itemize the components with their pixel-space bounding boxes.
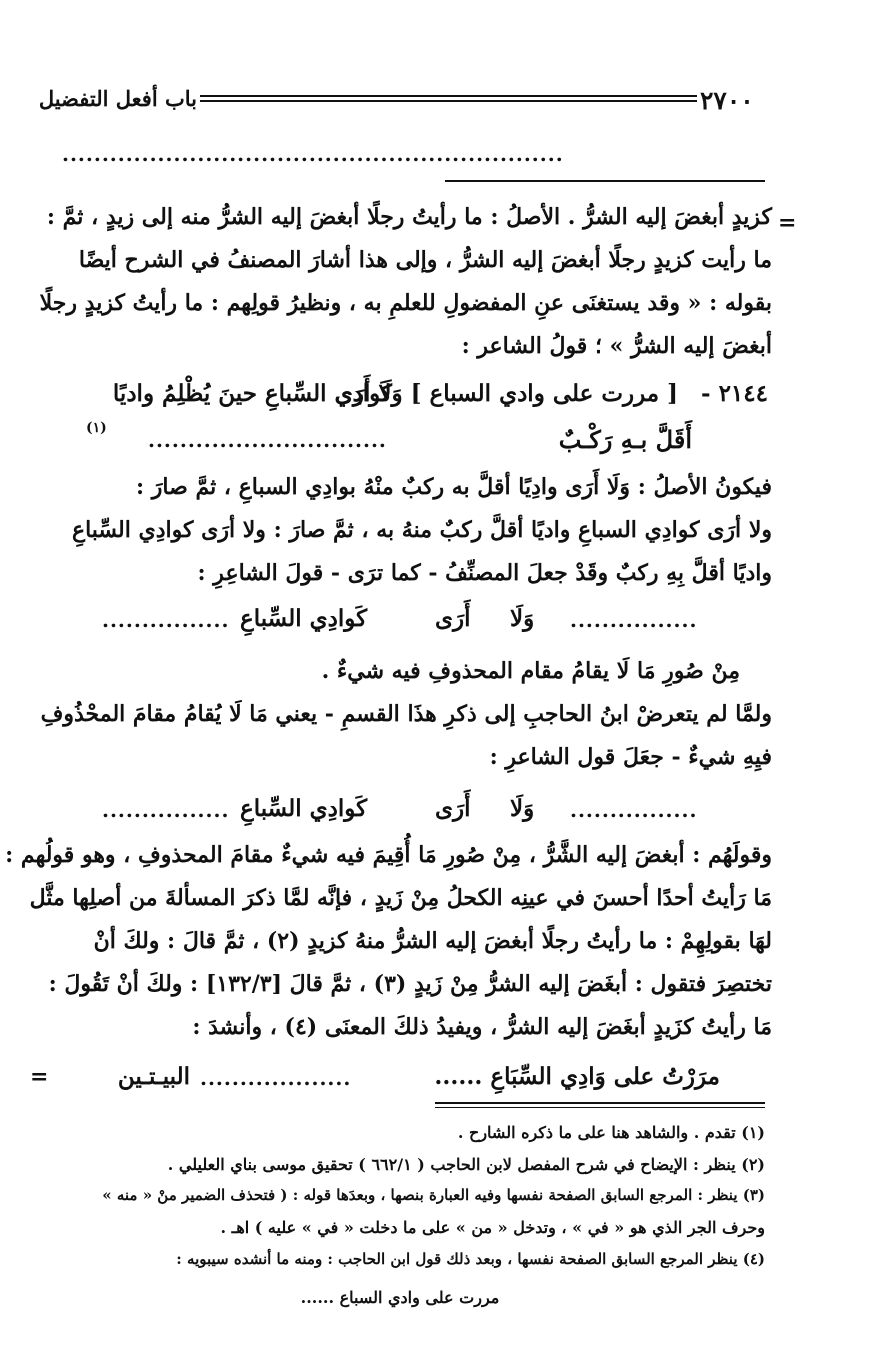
verse-dots: ................: [570, 798, 698, 822]
paragraph-line: كزيدٍ أبغضَ إليه الشرُّ . الأصلُ : ما رأيتُ رجلًا أبغضَ إليه الشرُّ منه إلى زيدٍ ، ثمَّ :: [46, 204, 772, 230]
verse-dots: ................: [570, 608, 698, 632]
verse-word: أَرَى: [435, 795, 471, 822]
footnote-ref: (١): [86, 420, 107, 436]
top-ellipsis: ...............................................................: [62, 142, 564, 166]
footnote: (٢) ينظر : الإيضاح في شرح المفصل لابن الحاجب ( ٦٦٢/١ ) تحقيق موسى بناي العليلي .: [167, 1155, 765, 1174]
verse-dots: ................: [102, 798, 230, 822]
paragraph-line: مَا رَأيتُ أحدًا أحسنَ في عينِه الكحلُ مِنْ زَيدٍ ، فإنَّه لمَّا ذكرَ المسألةَ من أصلِها مثَّل: [29, 885, 772, 911]
paragraph-line: ولمَّا لم يتعرضْ ابنُ الحاجبِ إلى ذكرِ هذَا القسمِ - يعني مَا لَا يُقامُ مقامَ المحْذُوفِ: [40, 701, 772, 727]
footnote: (٤) ينظر المرجع السابق الصفحة نفسها ، وبعد ذلك قول ابن الحاجب : ومنه ما أنشده سيبويه :: [176, 1250, 765, 1268]
verse-word: كَوادِي السِّباعِ: [240, 605, 368, 632]
footnote-verse: مررت على وادي السباع ......: [300, 1288, 500, 1307]
verse-word: كَوادِي السِّباعِ: [240, 795, 368, 822]
footnote-rule-bottom: [435, 1107, 765, 1108]
verse-dots: ...................: [200, 1066, 352, 1090]
verse-dots: ................: [102, 608, 230, 632]
paragraph-line: فيكونُ الأصلُ : وَلَا أَرَى وادِيًا أقلَّ به ركبٌ منْهُ بوادِي السباعِ ، ثمَّ صارَ :: [136, 474, 772, 500]
paragraph-line: ولا أرَى كوادِي السباعِ واديًا أقلَّ ركبٌ منهُ به ، ثمَّ صارَ : ولا أرَى كوادِي السِّباعِ: [71, 517, 772, 543]
footnote: (١) تقدم . والشاهد هنا على ما ذكره الشارح .: [457, 1123, 765, 1142]
chapter-title: باب أفعل التفضيل: [38, 86, 197, 111]
section-divider: [445, 180, 765, 182]
end-mark: =: [30, 1064, 49, 1090]
verse-continuation: أَقَلَّ بـهِ رَكْـبٌ: [558, 425, 692, 454]
paragraph-line: تختصِرَ فتقول : أبغَضَ إليه الشرُّ مِنْ زَيدٍ (٣) ، ثمَّ قالَ [١٣٢/٣] : ولكَ أنْ تَقُولَ :: [48, 971, 772, 997]
continuation-mark: =: [778, 210, 797, 236]
verse-dots: ..............................: [148, 428, 387, 452]
paragraph-line: فيِهِ شيءٌ - جعَلَ قول الشاعرِ :: [489, 744, 772, 770]
paragraph-line: لهَا بقولِهِمْ : ما رأيتُ رجلًا أبغضَ إليه الشرُّ منهُ كزيدٍ (٢) ، ثمَّ قالَ : ولكَ أنْ: [93, 928, 772, 954]
verse-first-hemistich: مرَرْتُ على وَادِي السِّبَاعِ ......: [434, 1063, 720, 1090]
paragraph-line: بقوله : « وقد يستغنَى عنِ المفضولِ للعلمِ به ، ونظيرُ قولِهم : ما رأيتُ كزيدٍ رجلًا: [39, 290, 772, 316]
verse-number: ٢١٤٤ -: [701, 380, 768, 407]
footnote: وحرف الجر الذي هو « في » ، وتدخل « من » على ما دخلت « في » عليه ) اهـ .: [220, 1218, 765, 1237]
header-rule-top: [200, 95, 697, 97]
paragraph-line: واديًا أقلَّ بِهِ ركبٌ وقَدْ جعلَ المصنِّفُ - كما ترَى - قولَ الشاعِرِ :: [197, 560, 772, 586]
verse-word: وَلَا: [510, 605, 535, 632]
verse-word: وَلَا: [510, 795, 535, 822]
paragraph-line: أبغضَ إليه الشرُّ » ؛ قولُ الشاعر :: [461, 333, 772, 359]
footnote-rule-top: [435, 1102, 765, 1104]
verse-label: البيـتـين: [117, 1063, 190, 1090]
page-number: ٢٧٠٠: [700, 86, 754, 115]
verse-word: أَرَى: [435, 605, 471, 632]
header-rule-bottom: [200, 100, 697, 102]
verse-second-hemistich: كَوادِي السِّباعِ حينَ يُظْلِمُ واديًا: [112, 380, 392, 407]
paragraph-line: وقولَهُم : أبغضَ إليه الشَّرُّ ، مِنْ صُورِ مَا أُقِيمَ فيه شيءٌ مقامَ المحذوفِ ، وهو قولُهم :: [5, 842, 772, 868]
paragraph-line: ما رأيت كزيدٍ رجلًا أبغضَ إليه الشرُّ ، وإلى هذا أشارَ المصنفُ في الشرح أيضًا: [78, 247, 772, 273]
footnote: (٣) ينظر : المرجع السابق الصفحة نفسها وفيه العبارة بنصها ، وبعدَها قوله : ( فتحذف الضمير منْ « منه »: [102, 1186, 765, 1204]
paragraph-line: مَا رأيتُ كزَيدٍ أبغَضَ إليه الشرُّ ، ويفيدُ ذلكَ المعنَى (٤) ، وأنشدَ :: [192, 1014, 772, 1040]
verse-first-hemistich: [ مررت على وادي السباع ] وَلَا أَرَى: [334, 380, 678, 407]
paragraph-line: مِنْ صُورِ مَا لَا يقامُ مقام المحذوفِ فيه شيءٌ .: [321, 658, 740, 684]
